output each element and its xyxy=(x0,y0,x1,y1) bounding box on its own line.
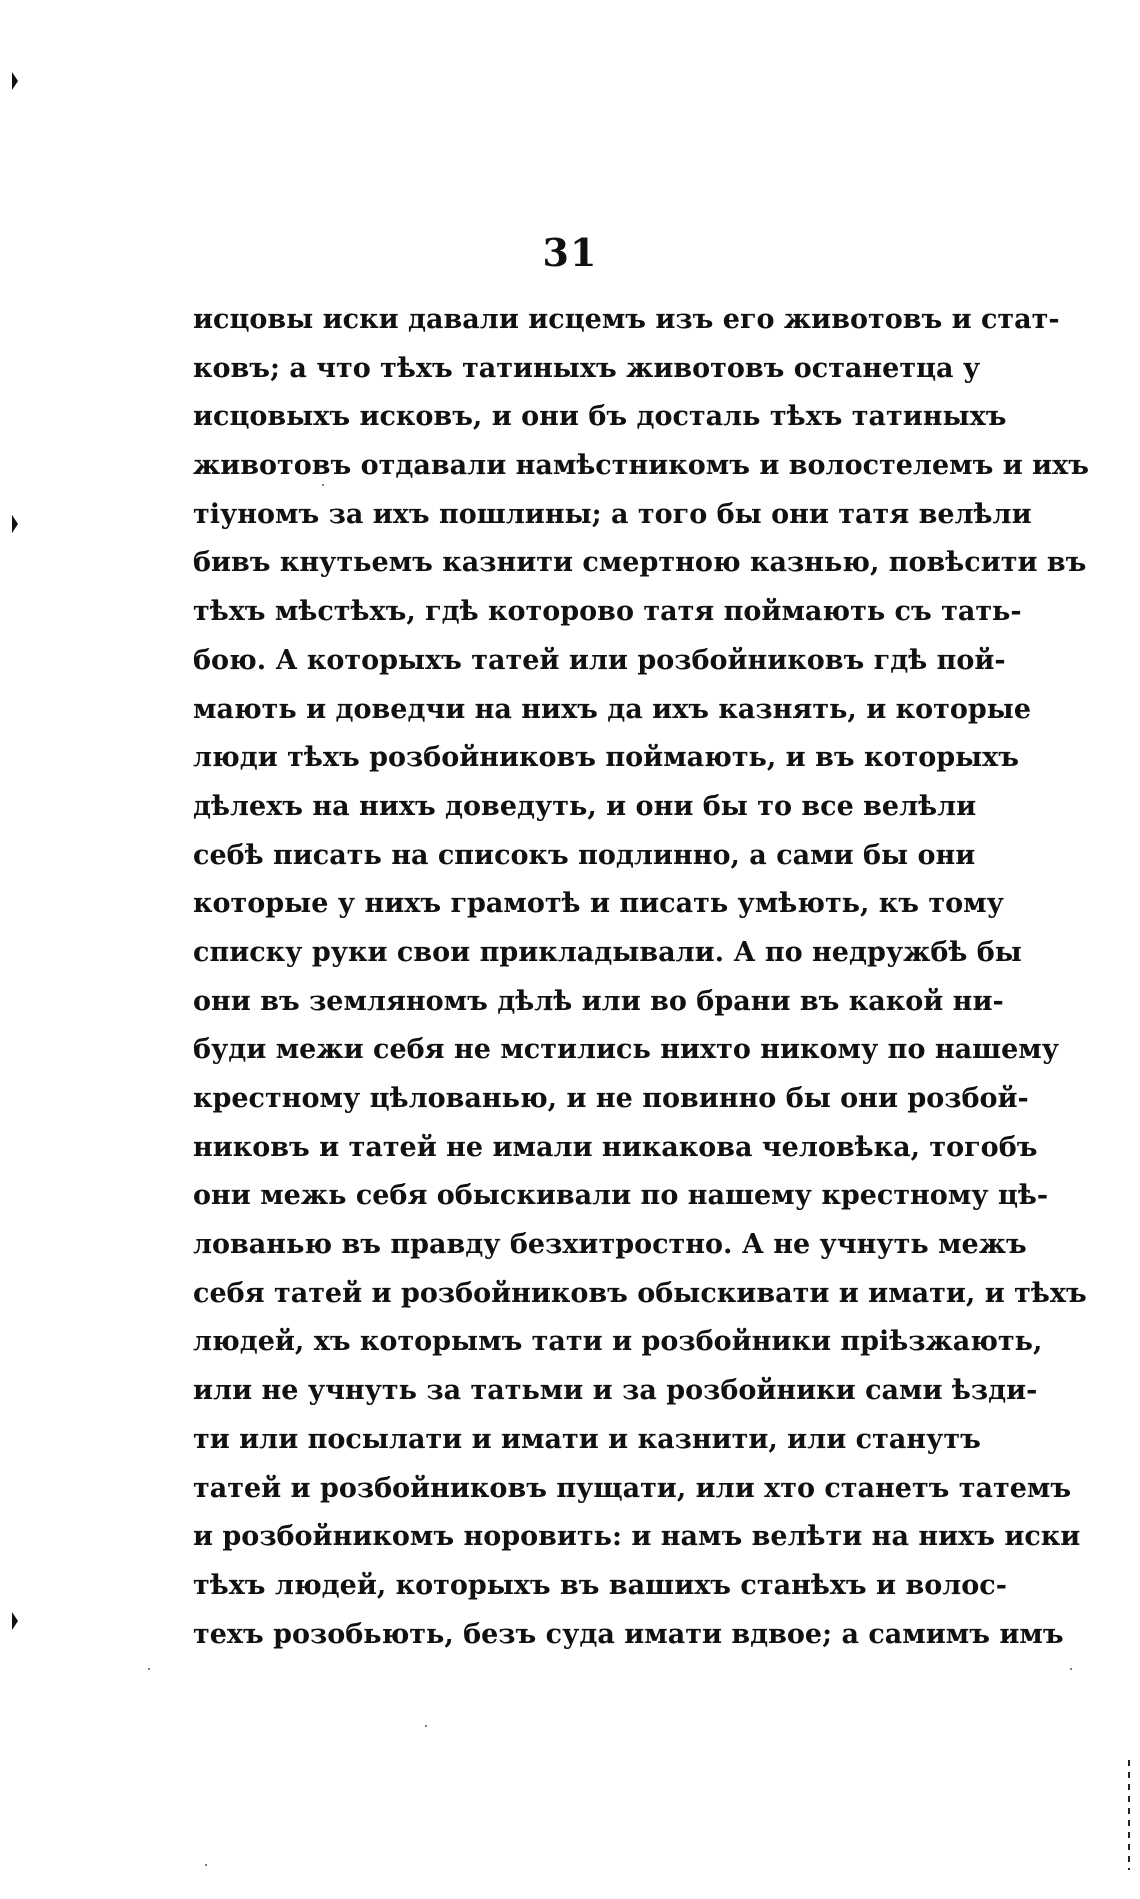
text-line: лованью въ правду безхитростно. А не учнуть межъ xyxy=(193,1229,1027,1261)
text-line: людей, хъ которымъ тати и розбойники пріѣзжають, xyxy=(193,1326,1043,1358)
scan-speck xyxy=(425,1725,427,1727)
text-line: бивъ кнутьемъ казнити смертною казнью, повѣсити въ xyxy=(193,547,1087,579)
body-text xyxy=(193,296,1089,1659)
text-line: крестному цѣлованью, и не повинно бы они розбой- xyxy=(193,1083,1029,1114)
text-line: и розбойникомъ норовить: и намъ велѣти на нихъ иски xyxy=(193,1521,1081,1553)
text-line: ти или посылати и имати и казнити, или станутъ xyxy=(193,1423,981,1455)
scan-edge-mark xyxy=(12,72,18,90)
text-line: списку руки свои прикладывали. А по недружбѣ бы xyxy=(193,936,1022,968)
scan-speck xyxy=(205,1864,207,1866)
text-line: или не учнуть за татьми и за розбойники сами ѣзди- xyxy=(193,1375,1038,1407)
text-line: техъ розобьють, безъ суда имати вдвое; а самимъ имъ xyxy=(193,1618,1064,1650)
page-number: 31 xyxy=(542,230,598,275)
text-line: никовъ и татей не имали никакова человѣка, тогобъ xyxy=(193,1131,1038,1163)
text-line: которые у нихъ грамотѣ и писать умѣють, къ тому xyxy=(193,888,1004,920)
text-line: бою. А которыхъ татей или розбойниковъ гдѣ пой- xyxy=(193,644,1006,676)
text-line: исцовыхъ исковъ, и они бъ досталь тѣхъ татиныхъ xyxy=(193,401,1007,433)
text-line: тѣхъ мѣстѣхъ, гдѣ которово татя поймають съ тать- xyxy=(193,596,1022,628)
scan-speck xyxy=(322,484,324,486)
scan-speck xyxy=(148,1668,150,1670)
text-line: животовъ отдавали намѣстникомъ и волостелемъ и ихъ xyxy=(193,450,1089,482)
text-line: буди межи себя не мстились нихто никому по нашему xyxy=(193,1034,1060,1066)
text-line: люди тѣхъ розбойниковъ поймають, и въ которыхъ xyxy=(193,742,1019,774)
scan-edge-mark xyxy=(12,515,18,533)
text-line: тѣхъ людей, которыхъ въ вашихъ станѣхъ и волос- xyxy=(193,1569,1007,1601)
text-line: себѣ писать на списокъ подлинно, а сами бы они xyxy=(193,839,976,871)
text-line: они въ земляномъ дѣлѣ или во брани въ какой ни- xyxy=(193,985,1004,1017)
text-line: они межь себя обыскивали по нашему крестному цѣ- xyxy=(193,1180,1049,1212)
text-line: тіуномъ за ихъ пошлины; а того бы они татя велѣли xyxy=(193,498,1032,530)
text-line: дѣлехъ на нихъ доведуть, и они бы то все велѣли xyxy=(193,790,977,822)
text-line: себя татей и розбойниковъ обыскивати и имати, и тѣхъ xyxy=(193,1277,1087,1309)
text-line: мають и доведчи на нихъ да ихъ казнять, и которые xyxy=(193,693,1032,725)
text-line: ковъ; а что тѣхъ татиныхъ животовъ останетца у xyxy=(193,352,981,384)
text-line: исцовы иски давали исцемъ изъ его животовъ и стат- xyxy=(193,304,1060,335)
text-line: татей и розбойниковъ пущати, или хто станетъ татемъ xyxy=(193,1472,1072,1504)
scan-speck xyxy=(1070,1668,1072,1670)
scan-right-edge xyxy=(1128,1760,1130,1870)
scan-edge-mark xyxy=(12,1612,18,1630)
